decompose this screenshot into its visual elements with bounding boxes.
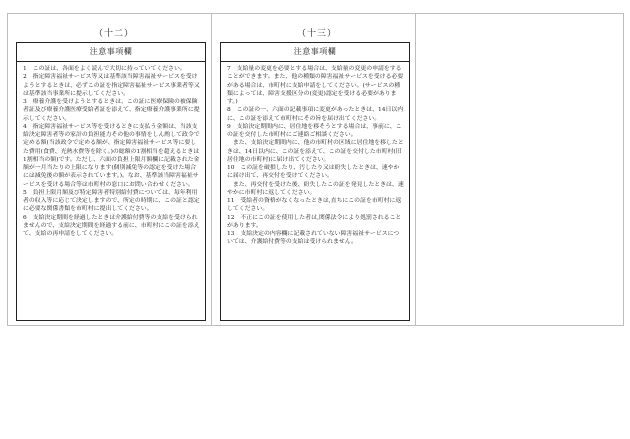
panel-number-13: （十三） bbox=[296, 29, 337, 39]
note-item: 8 この証の一、六面の記載事項に変更があったときは、14日以内に、この証を添えて市町村にその旨を届け出てください。 bbox=[227, 107, 404, 122]
panel-header: 注意事項欄 bbox=[17, 43, 205, 62]
note-item: 1 この証は、各面をよく読んで大切に持っていてください。 bbox=[23, 66, 186, 72]
note-item: 7 支給量の変更を必要とする場合は、支給量の変更の申請をすることができます。また、他の種類の障害福祉サービスを受ける必要がある場合は、市町村に支給申請をしてください。(サービスの種類によっては、障害支援区分の(変更)認定を受ける必要があります。) bbox=[227, 66, 404, 105]
note-item: 13 支給決定の内容欄に記載されていない障害福祉サービスについては、介護給付費等の支給は受けられません。 bbox=[227, 231, 400, 246]
notes-panel-12 bbox=[16, 42, 206, 321]
note-item: 2 指定障害福祉サービス等又は基準該当障害福祉サービスを受けようとするときは、必ずこの証を指定障害福祉サービス事業者等又は基準該当事業所に提示してください。 bbox=[23, 74, 200, 97]
note-item: また、支給決定期間内に、他の市町村の区域に居住地を移したときは、14日以内に、この証を添えて、この証を交付した市町村(旧居住地の市町村)に届け出てください。 bbox=[227, 140, 404, 163]
panel-header: 注意事項欄 bbox=[221, 43, 409, 62]
note-item: 10 この証を破損したり、汚したり又は紛失したときは、速やかに届け出て、再交付を受けてください。 bbox=[227, 165, 400, 180]
note-item: 4 指定障害福祉サービス等を受けるときに支払う金額は、当該支給決定障害者等の家計の負担能力その他の事情をしん酌して政令で定める額(当該政令で定める額が、指定障害福祉サービス等に要した費用(食費、光熱水費等を除く。)の総額の1割相当を超えるときは1割相当の額)です。ただし、六面の負担上限月額欄に記載された金額が一月当たりの上限になります(個別減免等の認定を受けた場合には減免後の額が表示されています。)。なお、基準該当障害福祉サービスを受ける場合等は市町村の窓口にお問い合わせください。 bbox=[23, 123, 200, 188]
note-item: 3 療養介護を受けようとするときは、この証に医療保険の被保険者証及び療養介護医療受給者証を添えて、指定療養介護事業所に提示してください。 bbox=[23, 99, 200, 122]
column-divider bbox=[211, 13, 212, 326]
note-item: 11 受給者の資格がなくなったときは,直ちにこの証を市町村に返してください。 bbox=[227, 198, 402, 213]
column-divider bbox=[415, 13, 416, 326]
note-item: 12 不正にこの証を使用した者は,関係法令により処罰されることがあります。 bbox=[227, 214, 402, 229]
note-item: 5 負担上限月額及び特定障害者特別給付費については、毎年利用者の収入等に応じて決定しますので、所定の時期に、この証と認定に必要な関係書類を市町村に提出してください。 bbox=[23, 189, 200, 213]
notes-list bbox=[221, 62, 409, 247]
note-item: また、再交付を受けた後、紛失したこの証を発見したときは、速やかに市町村に返してください。 bbox=[227, 181, 404, 196]
notes-list bbox=[17, 62, 205, 238]
panel-number-12: （十二） bbox=[93, 29, 134, 39]
notes-panel-13 bbox=[220, 42, 410, 321]
note-item: 9 支給決定期間内に、居住地を移そうとする場合は、事前に、この証を交付した市町村にご連絡ご相談ください。 bbox=[227, 123, 402, 138]
note-item: 6 支給決定期間を経過したときは介護給付費等の支給を受けられませんので、支給決定期間を経過する前に、市町村にこの証を添えて、支給の再申請をしてください。 bbox=[23, 214, 200, 237]
